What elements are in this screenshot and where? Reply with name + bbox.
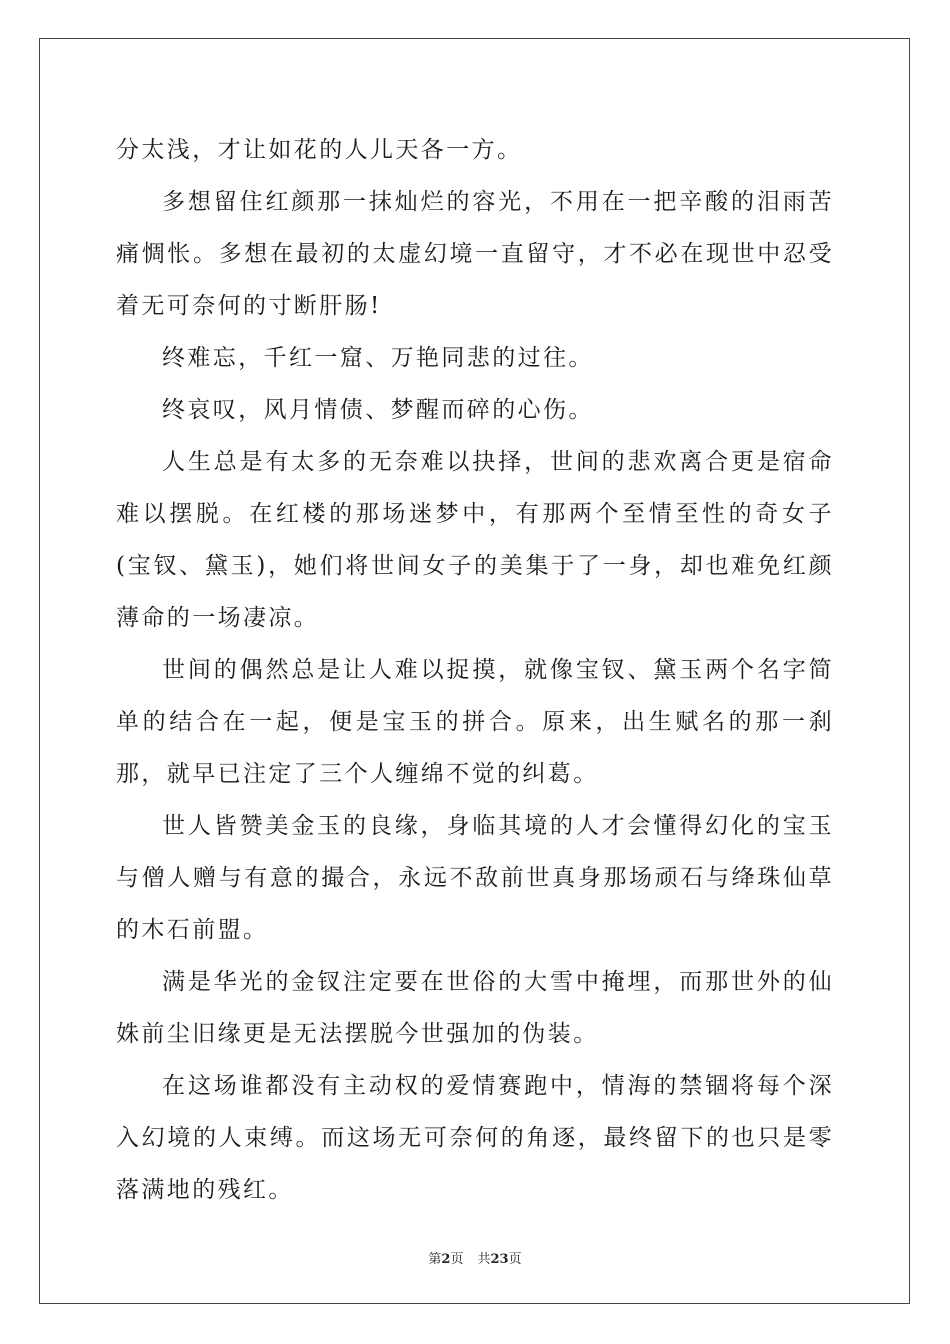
total-page-count: 23 xyxy=(490,1252,509,1267)
total-suffix: 页 xyxy=(508,1252,522,1267)
paragraph: 终难忘，千红一窟、万艳同悲的过往。 xyxy=(162,345,594,371)
paragraph: 在这场谁都没有主动权的爱情赛跑中，情海的禁锢将每个深入幻境的人束缚。而这场无可奈何的角逐，最终留下的也只是零落满地的残红。 xyxy=(116,1073,834,1203)
page-prefix: 第 xyxy=(428,1252,442,1267)
total-prefix: 共 xyxy=(477,1252,491,1267)
paragraph: 多想留住红颜那一抹灿烂的容光，不用在一把辛酸的泪雨苦痛惆怅。多想在最初的太虚幻境一直留守，才不必在现世中忍受着无可奈何的寸断肝肠! xyxy=(116,189,834,319)
page-footer xyxy=(0,1248,950,1267)
paragraph: 人生总是有太多的无奈难以抉择，世间的悲欢离合更是宿命难以摆脱。在红楼的那场迷梦中，有那两个至情至性的奇女子(宝钗、黛玉)，她们将世间女子的美集于了一身，却也难免红颜薄命的一场凄凉。 xyxy=(116,449,834,631)
current-page-number: 2 xyxy=(441,1252,451,1267)
paragraph: 世人皆赞美金玉的良缘，身临其境的人才会懂得幻化的宝玉与僧人赠与有意的撮合，永远不敌前世真身那场顽石与绛珠仙草的木石前盟。 xyxy=(116,813,834,943)
paragraph: 世间的偶然总是让人难以捉摸，就像宝钗、黛玉两个名字简单的结合在一起，便是宝玉的拼合。原来，出生赋名的那一刹那，就早已注定了三个人缠绵不觉的纠葛。 xyxy=(116,657,834,787)
paragraph: 分太浅，才让如花的人儿天各一方。 xyxy=(116,137,523,163)
page-suffix: 页 xyxy=(450,1252,464,1267)
paragraph: 满是华光的金钗注定要在世俗的大雪中掩埋，而那世外的仙姝前尘旧缘更是无法摆脱今世强加的伪装。 xyxy=(116,969,834,1047)
document-body xyxy=(116,124,834,1216)
paragraph: 终哀叹，风月情债、梦醒而碎的心伤。 xyxy=(162,397,594,423)
